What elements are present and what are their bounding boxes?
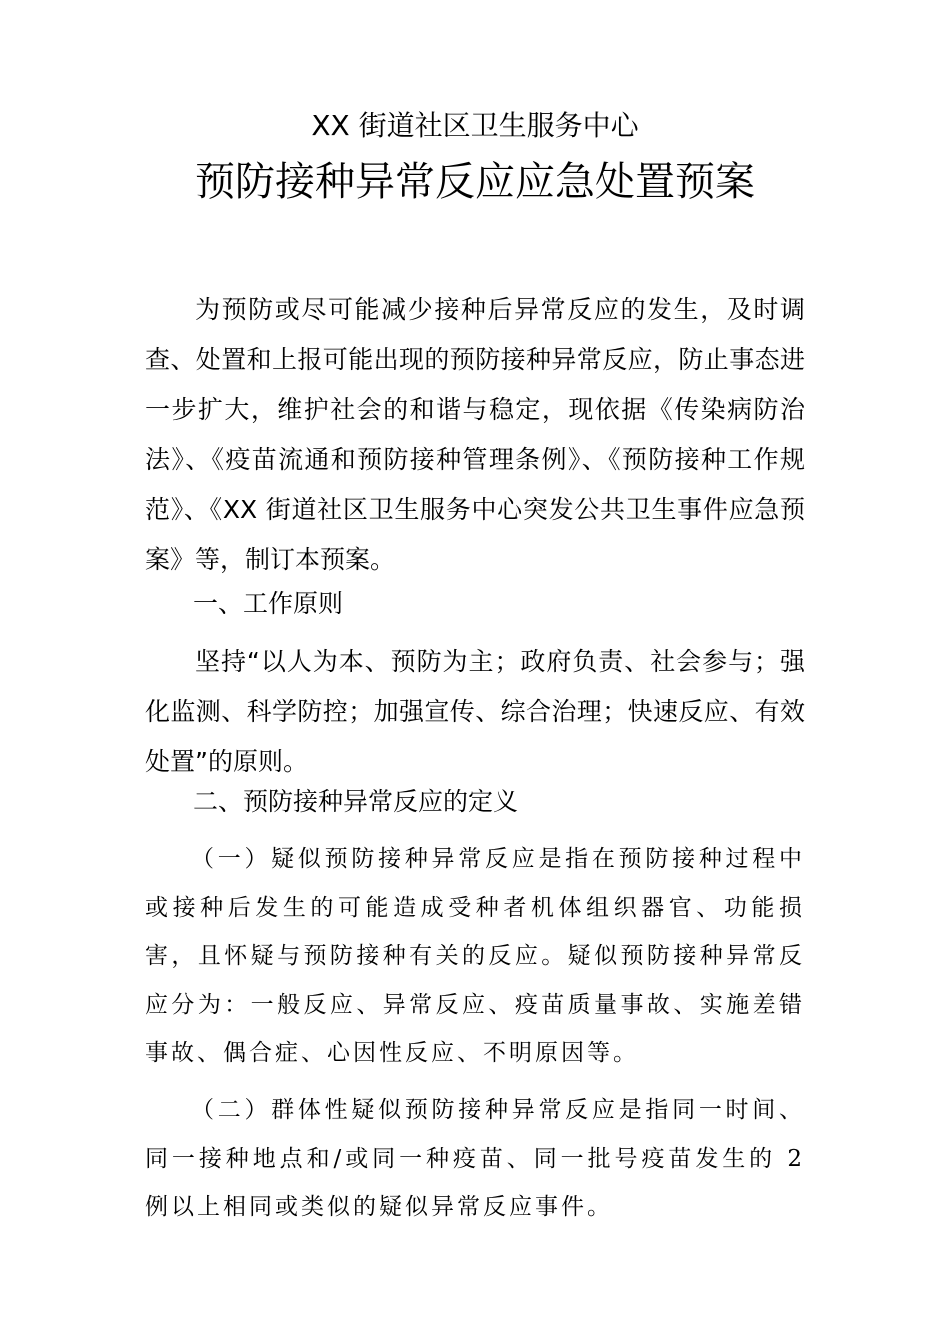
section-heading-principles: 一、工作原则 [193, 589, 344, 618]
document-title: 预防接种异常反应应急处置预案 [195, 159, 755, 205]
principles-paragraph: 坚持“以人为本、预防为主；政府负责、社会参与；强化监测、科学防控；加强宣传、综合治理；快速反应、有效处置”的原则。 [145, 647, 805, 776]
document-subtitle: XX 街道社区卫生服务中心 [311, 109, 639, 142]
section-heading-definition: 二、预防接种异常反应的定义 [193, 787, 519, 816]
intro-paragraph: 为预防或尽可能减少接种后异常反应的发生，及时调查、处置和上报可能出现的预防接种异常反应，防止事态进一步扩大，维护社会的和谐与稳定，现依据《传染病防治法》、《疫苗流通和预防接种管理条例》、《预防接种工作规范》、《XX 街道社区卫生服务中心突发公共卫生事件应急预案》等，制订本预案。 [145, 295, 805, 574]
definition-paragraph-1: （一）疑似预防接种异常反应是指在预防接种过程中或接种后发生的可能造成受种者机体组织器官、功能损害，且怀疑与预防接种有关的反应。疑似预防接种异常反应分为：一般反应、异常反应、疫苗质量事故、实施差错事故、偶合症、心因性反应、不明原因等。 [145, 846, 805, 1066]
definition-paragraph-2: （二）群体性疑似预防接种异常反应是指同一时间、同一接种地点和/或同一种疫苗、同一批号疫苗发生的 2 例以上相同或类似的疑似异常反应事件。 [145, 1097, 805, 1220]
